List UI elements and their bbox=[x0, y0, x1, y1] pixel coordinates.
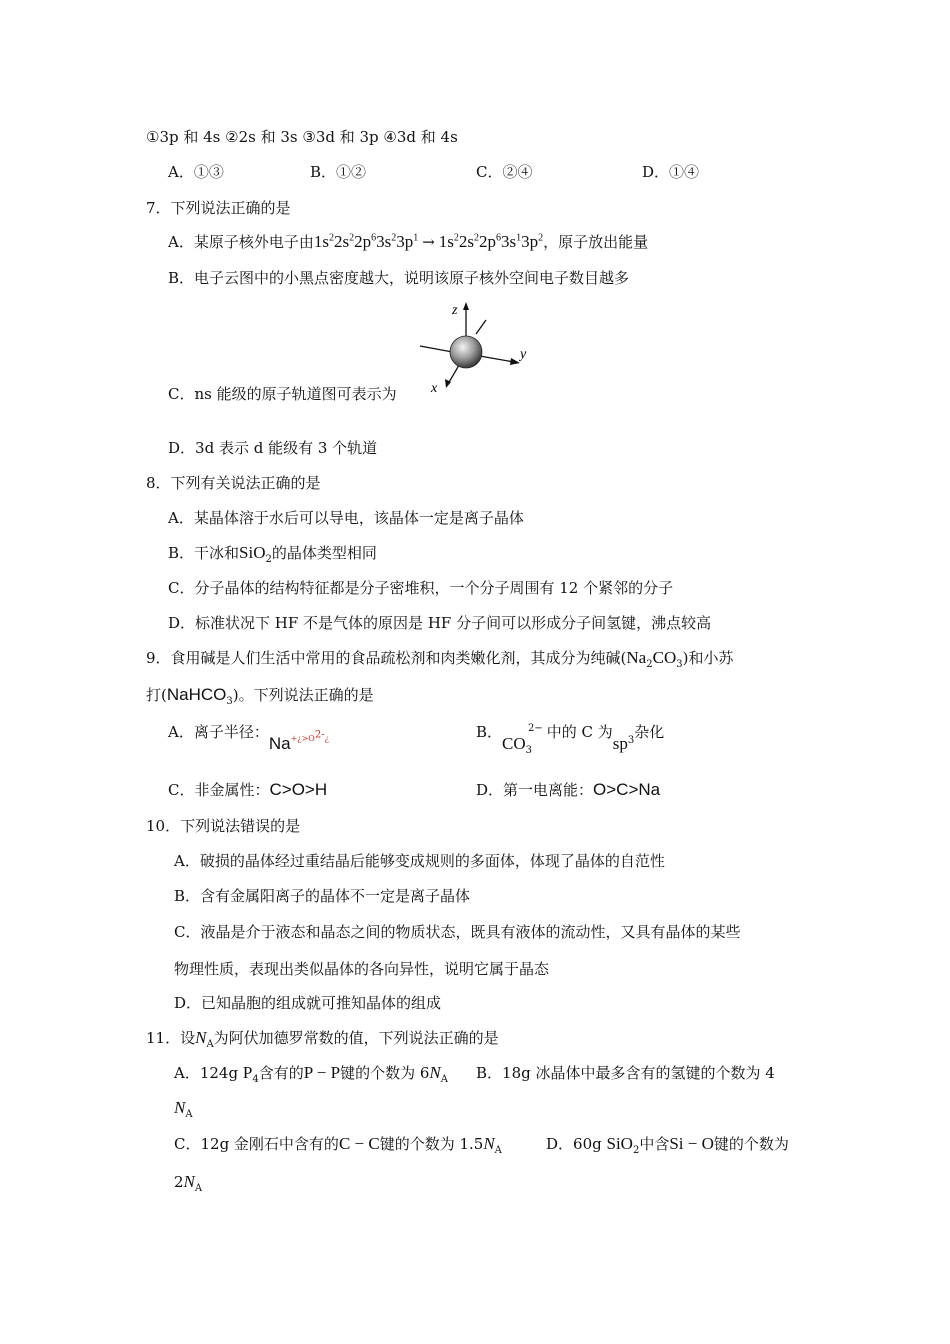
q11-stem: 11．设$N_A$为阿伏加德罗常数的值，下列说法正确的是 bbox=[146, 1028, 499, 1050]
q6-option-c: C．②④ bbox=[476, 163, 533, 181]
q10-option-c-line2: 物理性质，表现出类似晶体的各向异性，说明它属于晶态 bbox=[174, 960, 550, 978]
q11-option-d-cont: $2N_A$ bbox=[174, 1172, 203, 1194]
q7-a-config-from: $1s^22s^22p^63s^23p^1$ bbox=[313, 232, 419, 251]
axis-y-label: y bbox=[520, 347, 527, 362]
q6-option-d: D．①④ bbox=[642, 163, 700, 181]
axis-x-label: x bbox=[431, 381, 438, 396]
q7-option-b: B．电子云图中的小黑点密度越大，说明该原子核外空间电子数目越多 bbox=[168, 269, 630, 287]
q11-option-b: B．18g 冰晶体中最多含有的氢键的个数为 4 bbox=[476, 1064, 775, 1082]
q8-stem: 8．下列有关说法正确的是 bbox=[146, 474, 321, 492]
q9-stem-line2: 打(NaHCO$_3$)。下列说法正确的是 bbox=[146, 685, 374, 707]
q7-option-c: C．ns 能级的原子轨道图可表示为 bbox=[168, 385, 397, 403]
q6-option-b: B．①② bbox=[310, 163, 367, 181]
q10-option-c-line1: C．液晶是介于液态和晶态之间的物质状态，既具有液体的流动性，又具有晶体的某些 bbox=[174, 923, 741, 941]
q7-a-prefix: A．某原子核外电子由 bbox=[168, 233, 314, 251]
q10-option-a: A．破损的晶体经过重结晶后能够变成规则的多面体，体现了晶体的自范性 bbox=[174, 852, 665, 870]
q6-options-line: ①3p 和 4s ②2s 和 3s ③3d 和 3p ④3d 和 4s bbox=[146, 128, 458, 146]
q9-option-d: D．第一电离能：O>C>Na bbox=[476, 780, 661, 799]
q9-option-a: A．离子半径：$Na_{+¿>O^{2-}¿}$ bbox=[168, 723, 329, 753]
s-orbital-figure bbox=[414, 298, 534, 398]
q6-option-a: A．①③ bbox=[168, 163, 224, 181]
sio2-formula: SiO bbox=[239, 543, 266, 562]
q7-stem: 7．下列说法正确的是 bbox=[146, 199, 291, 217]
q9-stem-line1: 9．食用碱是人们生活中常用的食品疏松剂和肉类嫩化剂，其成分为纯碱$(Na_2CO_3)$和小苏 bbox=[146, 648, 734, 670]
q11-option-c: C．12g 金刚石中含有的C − C键的个数为 $1.5N_A$ bbox=[174, 1134, 502, 1156]
q10-option-b: B．含有金属阳离子的晶体不一定是离子晶体 bbox=[174, 887, 471, 905]
s-orbital-sphere bbox=[450, 336, 482, 368]
axis-z-label: z bbox=[452, 303, 458, 318]
q9-option-b: B．$CO_3^{2-}$ 中的 C 为$sp^3$杂化 bbox=[476, 723, 665, 756]
q8-option-d: D．标准状况下 HF 不是气体的原因是 HF 分子间可以形成分子间氢键，沸点较高 bbox=[168, 614, 712, 632]
q7-a-config-to: $1s^22s^22p^63s^13p^2$ bbox=[438, 232, 544, 251]
q10-option-d: D．已知晶胞的组成就可推知晶体的组成 bbox=[174, 994, 442, 1012]
q8-option-b: B．干冰和SiO$_2$的晶体类型相同 bbox=[168, 543, 377, 565]
q11-option-a: A．124g $P_4$含有的P − P键的个数为 $6N_A$ bbox=[174, 1063, 448, 1085]
q11-option-d: D．60g SiO$_2$中含Si − O键的个数为 bbox=[546, 1134, 789, 1156]
q8-option-a: A．某晶体溶于水后可以导电，该晶体一定是离子晶体 bbox=[168, 509, 524, 527]
q7-option-d: D．3d 表示 d 能级有 3 个轨道 bbox=[168, 439, 378, 457]
arrow-icon: → bbox=[422, 233, 435, 251]
q8-option-c: C．分子晶体的结构特征都是分子密堆积，一个分子周围有 12 个紧邻的分子 bbox=[168, 579, 674, 597]
q10-stem: 10．下列说法错误的是 bbox=[146, 817, 301, 835]
q7-a-suffix: ，原子放出能量 bbox=[543, 233, 649, 251]
q7-option-a bbox=[168, 232, 648, 252]
q11-option-b-cont: $N_A$ bbox=[174, 1098, 193, 1120]
q9-option-c: C．非金属性：C>O>H bbox=[168, 780, 328, 799]
